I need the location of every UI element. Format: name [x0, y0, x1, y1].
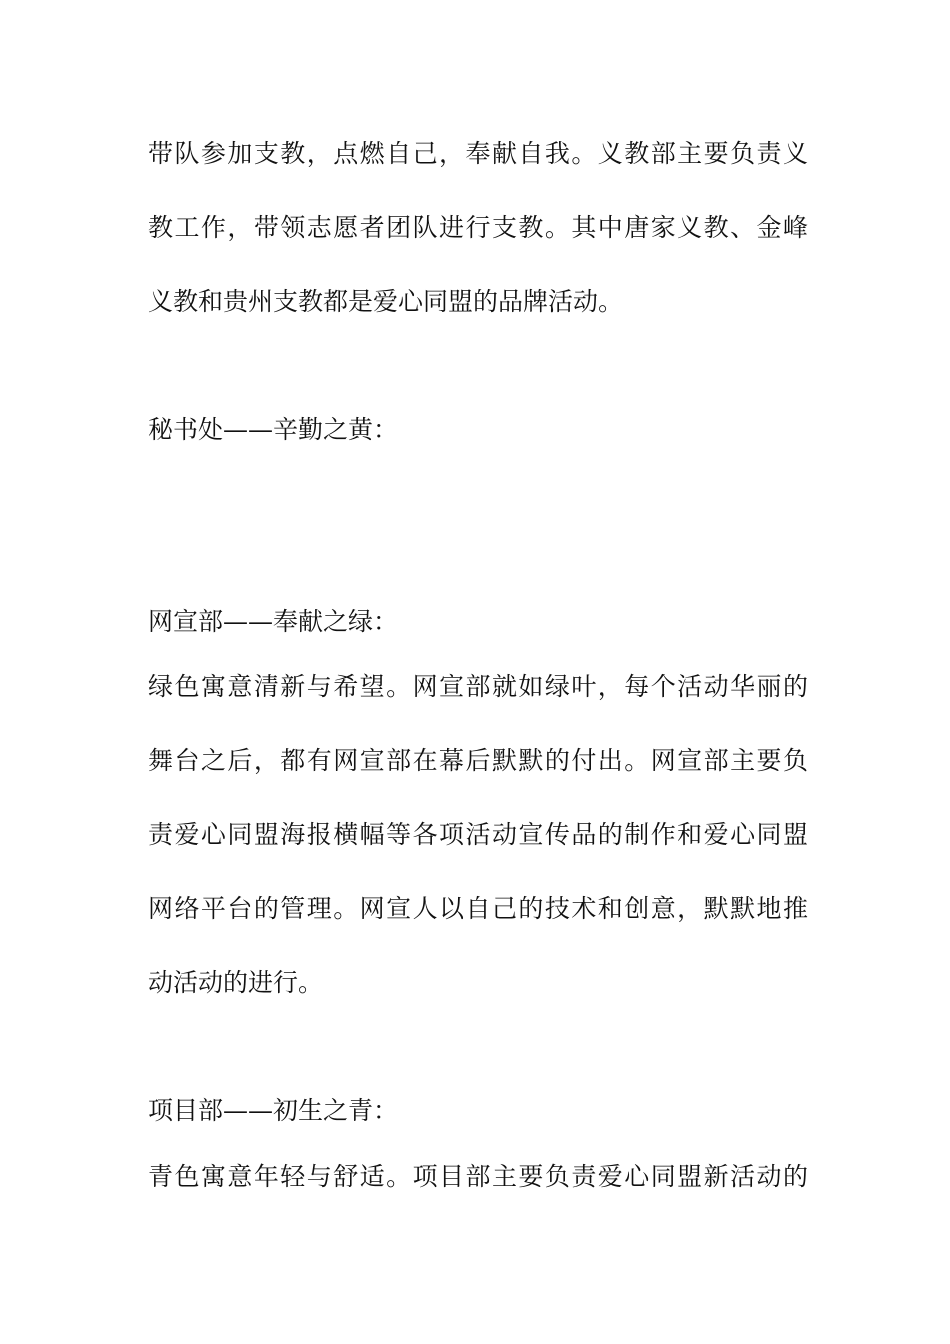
- paragraph-line: 网络平台的管理。网宣人以自己的技术和创意，默默地推: [148, 894, 808, 923]
- paragraph-line: 义教和贵州支教都是爱心同盟的品牌活动。: [148, 287, 624, 316]
- paragraph-line: 青色寓意年轻与舒适。项目部主要负责爱心同盟新活动的: [148, 1162, 808, 1191]
- paragraph-line: 带队参加支教，点燃自己，奉献自我。义教部主要负责义: [148, 139, 808, 168]
- paragraph-line: 责爱心同盟海报横幅等各项活动宣传品的制作和爱心同盟: [148, 820, 808, 849]
- section-heading-project: 项目部——初生之青：: [148, 1096, 399, 1125]
- section-heading-web-promotion: 网宣部——奉献之绿：: [148, 607, 399, 636]
- paragraph-line: 教工作，带领志愿者团队进行支教。其中唐家义教、金峰: [148, 213, 808, 242]
- paragraph-line: 舞台之后，都有网宣部在幕后默默的付出。网宣部主要负: [148, 746, 808, 775]
- section-heading-secretariat: 秘书处——辛勤之黄：: [148, 415, 399, 444]
- paragraph-line: 绿色寓意清新与希望。网宣部就如绿叶，每个活动华丽的: [148, 672, 808, 701]
- paragraph-line: 动活动的进行。: [148, 968, 324, 997]
